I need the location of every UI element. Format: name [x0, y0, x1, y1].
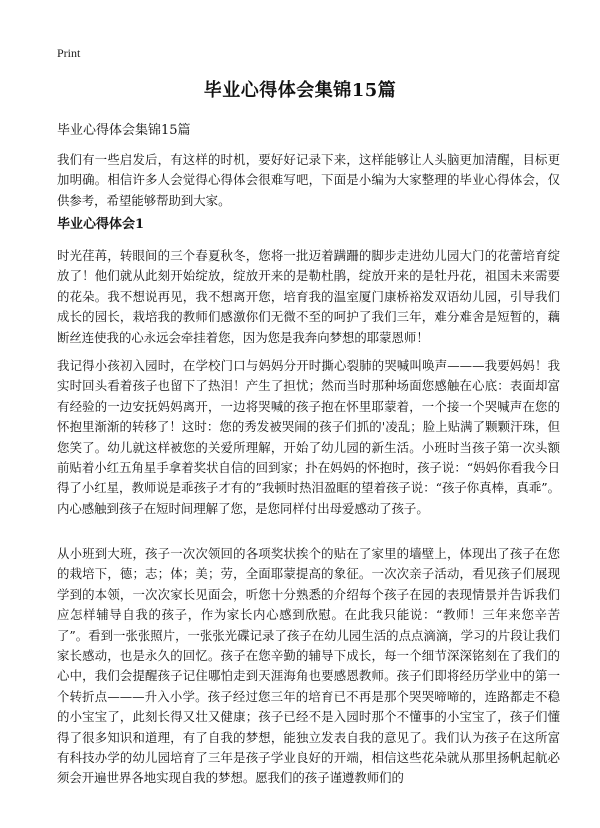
paragraph-1: 时光荏苒，转眼间的三个春夏秋冬，您将一批迈着蹒跚的脚步走进幼儿园大门的花蕾培育绽放了！他们就从此刻开始绽放，绽放开来的是勒杜鹃，绽放开来的是牡丹花，祖国未来需要的花朵。我不想说再见，我不想离开您，培育我的温室厦门康桥裕发双语幼儿园，引导我们成长的园长，栽培我的教师们感激你们无微不至的呵护了我们三年，难分难舍是短暂的，藕断丝连使我的心永远会牵挂着您，因为您是我奔向梦想的耶蒙恩师！ [57, 248, 560, 345]
intro-paragraph: 我们有一些启发后，有这样的时机，要好好记录下来，这样能够让人头脑更加清醒，目标更加明确。相信许多人会觉得心得体会很难写吧，下面是小编为大家整理的毕业心得体会，仅供参考，希望能够帮助到大家。 [57, 152, 560, 208]
paragraph-2: 我记得小孩初入园时，在学校门口与妈妈分开时撕心裂肺的哭喊叫唤声———我要妈妈！我实时回头看着孩子也留下了热泪！产生了担忧；然而当时那种场面您感触在心底：表面却富有经验的一边安抚妈妈离开，一边将哭喊的孩子抱在怀里耶蒙着，一个接一个哭喊声在您的怀抱里渐渐的转移了！这时：您的秀发被哭闹的孩子们抓的'凌乱；脸上贴满了颗颗汗珠，但您笑了。幼儿就这样被您的关爱所理解，开始了幼儿园的新生活。小班时当孩子第一次头额前贴着小红五角星手拿着奖状自信的回到家；扑在妈妈的怀抱时，孩子说：“妈妈你看我今日得了小红星，教师说是乖孩子才有的”我顿时热泪盈眶的望着孩子说：“孩子你真棒，真乖”。内心感触到孩子在短时间理解了您，是您同样付出母爱感动了孩子。 [57, 358, 560, 516]
print-link[interactable]: Print [57, 46, 81, 60]
document-title: 毕业心得体会集锦15篇 [203, 80, 397, 101]
paragraph-3: 从小班到大班，孩子一次次领回的各项奖状挨个的贴在了家里的墙壁上，体现出了孩子在您的栽培下，德；志；体；美；劳，全面耶蒙提高的象征。一次次亲子活动，看见孩子们展现学到的本领，一次次家长见面会，听您十分熟悉的介绍每个孩子在园的表现情景并告诉我们应怎样辅导自我的孩子，作为家长内心感到欣慰。在此我只能说：“教师！三年来您辛苦了”。看到一张张照片，一张张光碟记录了孩子在幼儿园生活的点点滴滴，学习的片段让我们家长感动，也是永久的回忆。孩子在您辛勤的辅导下成长，每一个细节深深铭刻在了我们的心中，我们会提醒孩子记住哪怕走到天涯海角也要感恩教师。孩子们即将经历学业中的第一个转折点———升入小学。孩子经过您三年的培育已不再是那个哭哭啼啼的，连路都走不稳的小宝宝了，此刻长得又壮又健康；孩子已经不是入园时那个不懂事的小宝宝了，孩子们懂得了很多知识和道理，有了自我的梦想，能独立发表自我的意见了。我们认为孩子在这所富有科技办学的幼儿园培育了三年是孩子学业良好的开端，相信这些花朵就从那里扬帆起航必须会开遍世界各地实现自我的梦想。愿我们的孩子谨遵教师们的 [57, 546, 560, 786]
section-heading: 毕业心得体会1 [57, 217, 145, 232]
document-subtitle: 毕业心得体会集锦15篇 [57, 123, 191, 138]
